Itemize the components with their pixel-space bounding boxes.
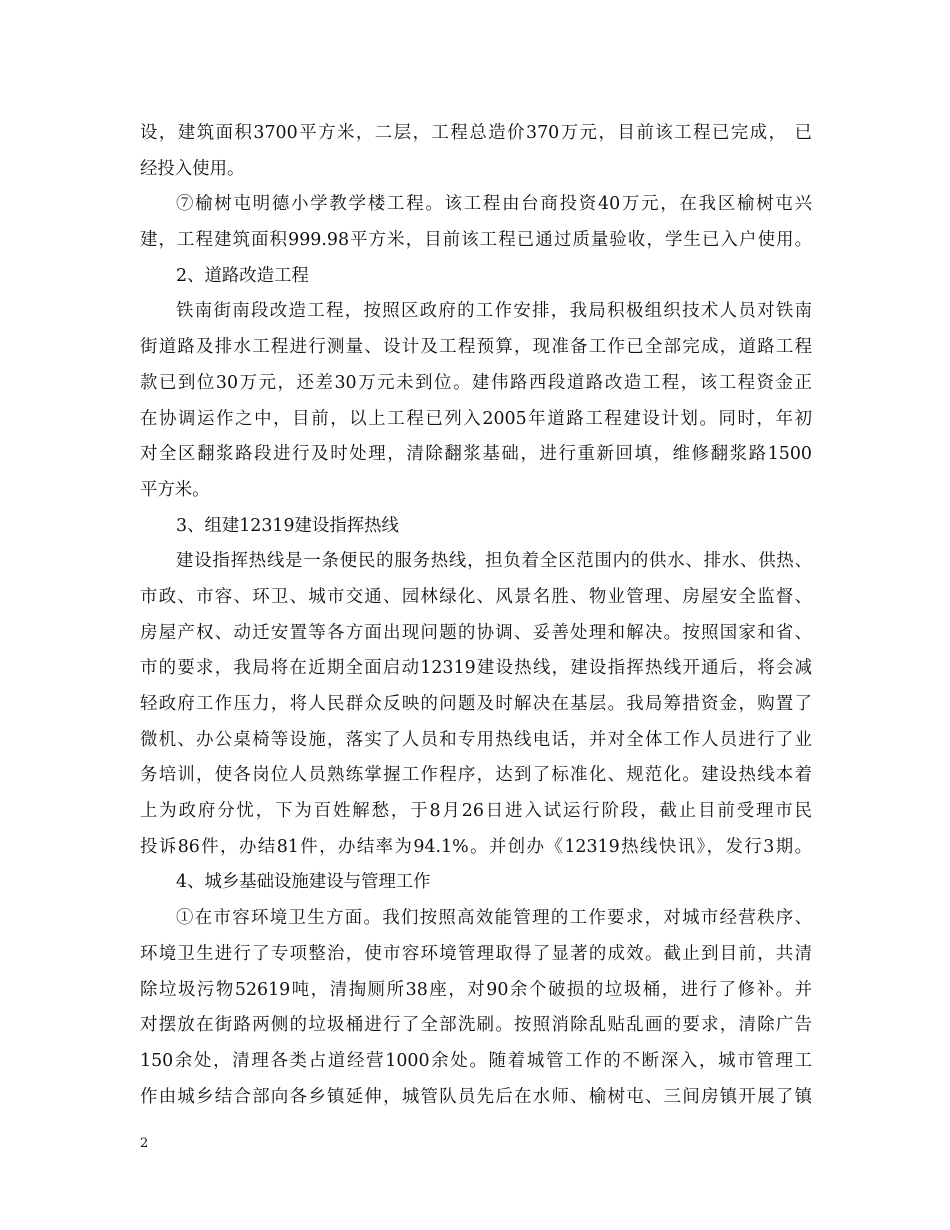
text-line: 市的要求，我局将在近期全面启动12319建设热线，建设指挥热线开通后，将会减 <box>140 658 812 679</box>
text-line: ①在市容环境卫生方面。我们按照高效能管理的工作要求，对城市经营秩序、 <box>176 908 812 929</box>
text-line: 务培训，使各岗位人员熟练掌握工作程序，达到了标准化、规范化。建设热线本着 <box>140 765 812 786</box>
text-line: 投诉86件，办结81件，办结率为94.1%。并创办《12319热线快讯》，发行3期。 <box>140 836 812 857</box>
text-line: 建设指挥热线是一条便民的服务热线，担负着全区范围内的供水、排水、供热、 <box>176 551 812 572</box>
text-line: 环境卫生进行了专项整治，使市容环境管理取得了显著的成效。截止到目前，共清 <box>140 943 812 964</box>
text-line: 4、城乡基础设施建设与管理工作 <box>176 872 431 893</box>
text-line: 市政、市容、环卫、城市交通、园林绿化、风景名胜、物业管理、房屋安全监督、 <box>140 586 812 607</box>
text-line: 轻政府工作压力，将人民群众反映的问题及时解决在基层。我局筹措资金，购置了 <box>140 694 812 714</box>
text-line: 2、道路改造工程 <box>176 265 309 286</box>
page-number: 2 <box>140 1136 149 1151</box>
text-line: 除垃圾污物52619吨，清掏厕所38座，对90余个破损的垃圾桶，进行了修补。并 <box>140 979 812 1000</box>
text-line: 微机、办公桌椅等设施，落实了人员和专用热线电话，并对全体工作人员进行了业 <box>140 729 812 750</box>
text-line: 上为政府分忧，下为百姓解愁，于8月26日进入试运行阶段，截止目前受理市民 <box>140 801 812 822</box>
text-line: 对全区翻浆路段进行及时处理，清除翻浆基础，进行重新回填，维修翻浆路1500 <box>140 444 812 465</box>
text-line: 150余处，清理各类占道经营1000余处。随着城管工作的不断深入，城市管理工 <box>140 1050 812 1071</box>
text-line: 对摆放在街路两侧的垃圾桶进行了全部洗刷。按照消除乱贴乱画的要求，清除广告 <box>140 1015 812 1036</box>
text-line: 铁南街南段改造工程，按照区政府的工作安排，我局积极组织技术人员对铁南 <box>176 301 812 322</box>
text-line: 作由城乡结合部向各乡镇延伸，城管队员先后在水师、榆树屯、三间房镇开展了镇 <box>140 1086 812 1107</box>
document-body <box>140 116 812 1115</box>
text-line: 街道路及排水工程进行测量、设计及工程预算，现准备工作已全部完成，道路工程 <box>140 337 812 358</box>
text-line: 在协调运作之中，目前，以上工程已列入2005年道路工程建设计划。同时，年初 <box>140 408 812 429</box>
text-line: 3、组建12319建设指挥热线 <box>176 515 399 536</box>
text-line: 经投入使用。 <box>140 158 245 179</box>
text-line: 房屋产权、动迁安置等各方面出现问题的协调、妥善处理和解决。按照国家和省、 <box>140 622 812 643</box>
text-line: 平方米。 <box>140 479 210 500</box>
text-line: 建，工程建筑面积999.98平方米，目前该工程已通过质量验收，学生已入户使用。 <box>140 230 812 251</box>
text-line: 款已到位30万元，还差30万元未到位。建伟路西段道路改造工程，该工程资金正 <box>140 372 812 393</box>
text-line: 设，建筑面积3700平方米，二层，工程总造价370万元，目前该工程已完成， 已 <box>140 123 812 143</box>
text-line: ⑦榆树屯明德小学教学楼工程。该工程由台商投资40万元，在我区榆树屯兴 <box>176 194 812 215</box>
